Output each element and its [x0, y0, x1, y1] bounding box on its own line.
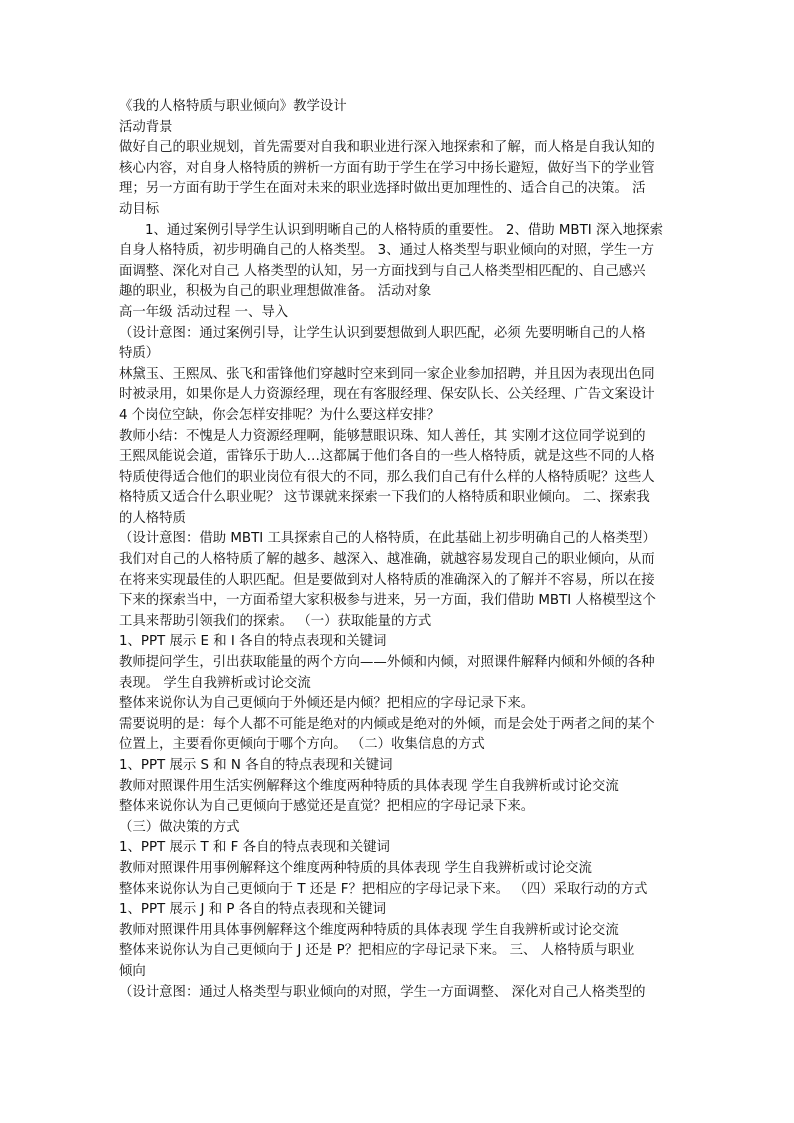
- text-line: 自身人格特质，初步明确自己的人格类型。 3、通过人格类型与职业倾向的对照，学生一方: [119, 243, 655, 259]
- document-body: [119, 97, 679, 1003]
- text-line: （设计意图：通过案例引导，让学生认识到要想做到人职匹配，必须 先要明晰自己的人格: [119, 325, 646, 341]
- text-line: 下来的探索当中，一方面希望大家积极参与进来，另一方面，我们借助 MBTI 人格模型这个: [119, 593, 656, 609]
- text-line: 格特质又适合什么职业呢？ 这节课就来探索一下我们的人格特质和职业倾向。 二、探索我: [119, 490, 650, 506]
- text-line: 高一年级 活动过程 一、导入: [119, 304, 289, 320]
- text-line: 1、PPT 展示 J 和 P 各自的特点表现和关键词: [119, 902, 387, 918]
- text-line: 1、通过案例引导学生认识到明晰自己的人格特质的重要性。 2、借助 MBTI 深入地探索: [145, 222, 663, 238]
- text-line: 理；另一方面有助于学生在面对未来的职业选择时做出更加理性的、适合自己的决策。 活: [119, 181, 646, 197]
- text-line: 动目标: [119, 201, 160, 217]
- text-line: （三）做决策的方式: [119, 819, 240, 835]
- text-line: 面调整、深化对自己 人格类型的认知，另一方面找到与自己人格类型相匹配的、自己感兴: [119, 263, 646, 279]
- text-line: 整体来说你认为自己更倾向于 J 还是 P？把相应的字母记录下来。 三、 人格特质与职业: [119, 943, 635, 959]
- text-line: 教师小结：不愧是人力资源经理啊，能够慧眼识珠、知人善任，其 实刚才这位同学说到的: [119, 428, 646, 444]
- text-line: 表现。 学生自我辨析或讨论交流: [119, 675, 311, 691]
- text-line: 1、PPT 展示 T 和 F 各自的特点表现和关键词: [119, 840, 390, 856]
- text-line: 教师提问学生，引出获取能量的两个方向——外倾和内倾，对照课件解释内倾和外倾的各种: [119, 655, 655, 671]
- text-line: 做好自己的职业规划，首先需要对自我和职业进行深入地探索和了解，而人格是自我认知的: [119, 140, 655, 156]
- text-line: 教师对照课件用生活实例解释这个维度两种特质的具体表现 学生自我辨析或讨论交流: [119, 778, 619, 794]
- text-line: 王熙凤能说会道，雷锋乐于助人…这都属于他们各自的一些人格特质，就是这些不同的人格: [119, 449, 655, 465]
- text-line: （设计意图：借助 MBTI 工具探索自己的人格特质，在此基础上初步明确自己的人格类型）: [119, 531, 656, 547]
- text-line: 1、PPT 展示 S 和 N 各自的特点表现和关键词: [119, 758, 393, 773]
- text-line: 教师对照课件用事例解释这个维度两种特质的具体表现 学生自我辨析或讨论交流: [119, 860, 592, 876]
- text-line: 趣的职业，积极为自己的职业理想做准备。 活动对象: [119, 284, 432, 300]
- text-line: 4 个岗位空缺，你会怎样安排呢？为什么要这样安排？: [119, 407, 440, 423]
- text-line: 时被录用，如果你是人力资源经理，现在有客服经理、保安队长、公关经理、广告文案设计: [119, 387, 655, 403]
- text-line: 林黛玉、王熙凤、张飞和雷锋他们穿越时空来到同一家企业参加招聘，并且因为表现出色同: [119, 366, 655, 382]
- text-line: 1、PPT 展示 E 和 I 各自的特点表现和关键词: [119, 634, 387, 650]
- text-line: 特质使得适合他们的职业岗位有很大的不同，那么我们自己有什么样的人格特质呢？这些人: [119, 469, 655, 485]
- text-line: 我们对自己的人格特质了解的越多、越深入、越准确，就越容易发现自己的职业倾向，从而: [119, 552, 655, 568]
- text-line: 倾向: [119, 963, 146, 979]
- text-line: 整体来说你认为自己更倾向于感觉还是直觉？把相应的字母记录下来。: [119, 799, 535, 815]
- text-line: 核心内容，对自身人格特质的辨析一方面有助于学生在学习中扬长避短，做好当下的学业管: [119, 160, 655, 176]
- text-line: 位置上，主要看你更倾向于哪个方向。 （二）收集信息的方式: [119, 737, 485, 753]
- text-line: 的人格特质: [119, 510, 186, 526]
- text-line: 工具来帮助引领我们的探索。 （一）获取能量的方式: [119, 613, 432, 629]
- text-line: 需要说明的是：每个人都不可能是绝对的内倾或是绝对的外倾，而是会处于两者之间的某个: [119, 716, 655, 732]
- section-heading-background: 活动背景: [119, 119, 173, 135]
- text-line: 教师对照课件用具体事例解释这个维度两种特质的具体表现 学生自我辨析或讨论交流: [119, 922, 619, 938]
- text-line: 在将来实现最佳的人职匹配。但是要做到对人格特质的准确深入的了解并不容易，所以在接: [119, 572, 655, 588]
- text-line: 特质）: [119, 346, 160, 362]
- text-line: 整体来说你认为自己更倾向于外倾还是内倾？把相应的字母记录下来。: [119, 696, 535, 712]
- document-title: 《我的人格特质与职业倾向》教学设计: [119, 99, 347, 114]
- text-line: （设计意图：通过人格类型与职业倾向的对照，学生一方面调整、 深化对自己人格类型的: [119, 984, 646, 1000]
- text-line: 整体来说你认为自己更倾向于 T 还是 F？把相应的字母记录下来。 （四）采取行动的方式: [119, 881, 648, 897]
